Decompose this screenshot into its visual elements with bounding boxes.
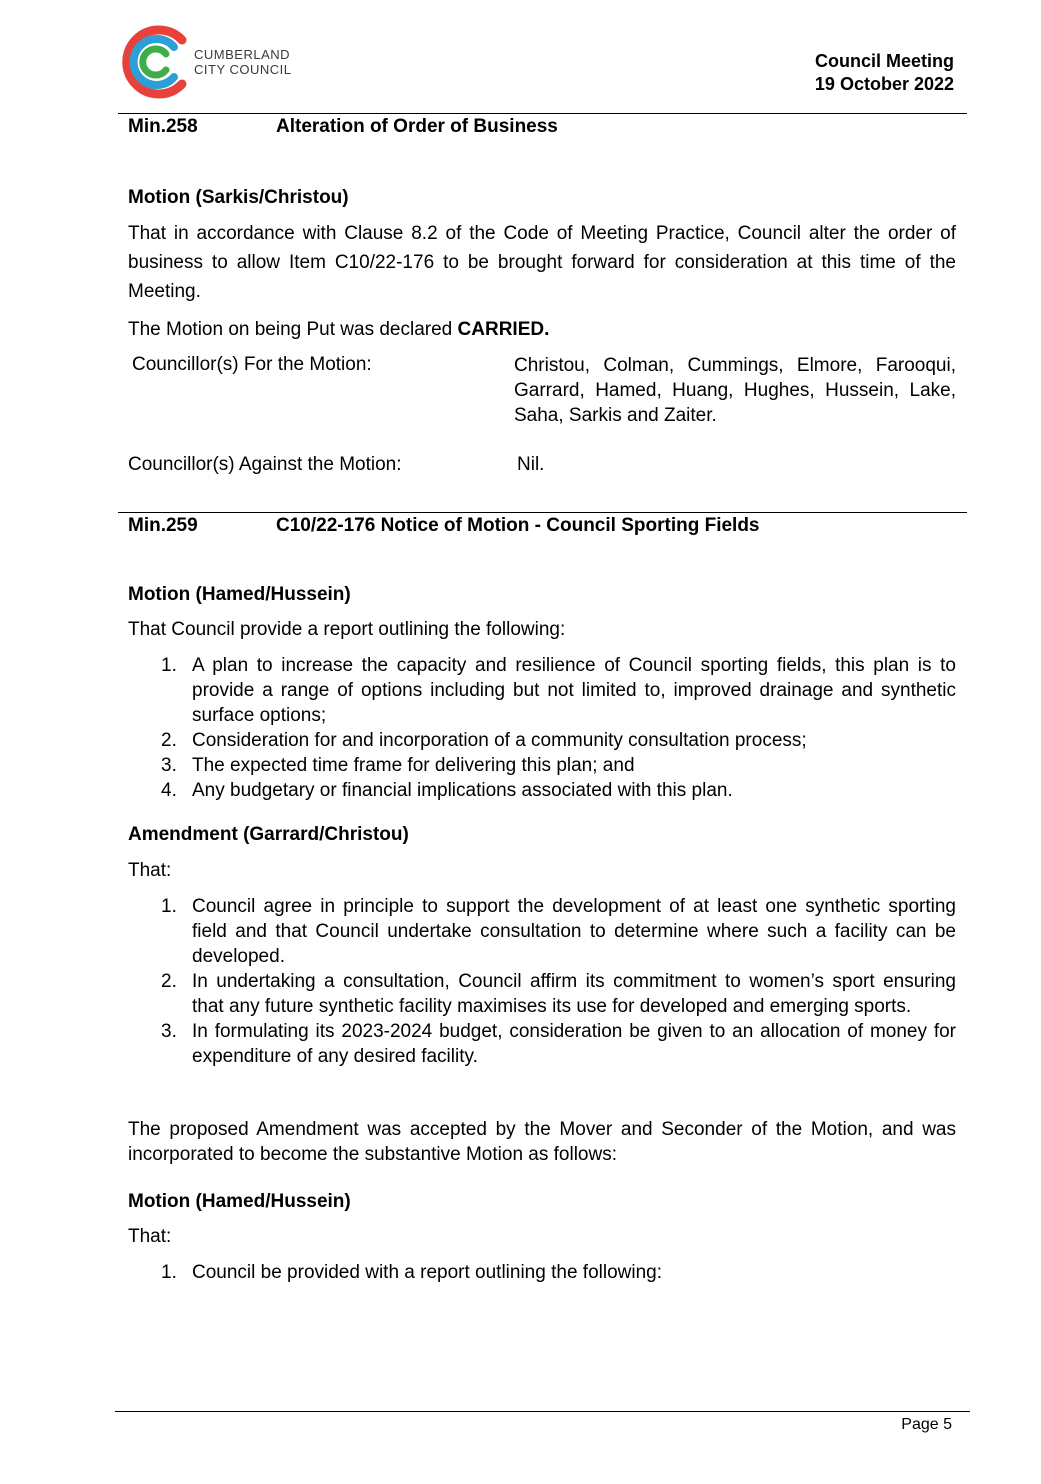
substantive-motion-heading: Motion (Hamed/Hussein) — [128, 1191, 351, 1212]
against-names: Nil. — [517, 454, 545, 475]
council-name — [194, 47, 292, 77]
list-item: 1. Council be provided with a report outlining the following: — [161, 1262, 662, 1283]
list-item: 2. In undertaking a consultation, Council affirm its commitment to women’s sport ensuring that any future synthetic facility maximises its use for developed and emerging sports. — [161, 971, 956, 1017]
meeting-date: 19 October 2022 — [814, 74, 954, 94]
for-names: Christou, Colman, Cummings, Elmore, Farooqui, Garrard, Hamed, Huang, Hughes, Hussein, Lake, Saha, Sarkis and Zaiter. — [514, 355, 956, 426]
amendment-accepted-text: The proposed Amendment was accepted by the Mover and Seconder of the Motion, and was incorporated to become the substantive Motion as follows: — [128, 1119, 956, 1165]
against-label: Councillor(s) Against the Motion: — [128, 454, 402, 475]
motion-text: That in accordance with Clause 8.2 of the Code of Meeting Practice, Council alter the order of business to allow Item C10/22-176 to be brought forward for consideration at this time of the Meeting. — [128, 223, 956, 302]
minute-number: Min.258 — [128, 116, 198, 137]
substantive-motion-intro: That: — [128, 1226, 172, 1247]
minute-title: C10/22-176 Notice of Motion - Council Sporting Fields — [276, 515, 760, 536]
meeting-title: Council Meeting — [815, 51, 954, 71]
list-item: 2. Consideration for and incorporation of a community consultation process; — [161, 730, 807, 751]
list-item: 3. In formulating its 2023-2024 budget, consideration be given to an allocation of money for expenditure of any desired facility. — [161, 1021, 956, 1067]
council-c-logo-icon — [120, 22, 190, 102]
motion-result — [128, 315, 956, 344]
result-prefix: The Motion on being Put was declared — [128, 319, 458, 340]
minute-title: Alteration of Order of Business — [276, 116, 558, 137]
council-name-line2: CITY COUNCIL — [194, 62, 292, 77]
minute-number: Min.259 — [128, 515, 198, 536]
footer-divider — [115, 1411, 970, 1412]
list-item: 3. The expected time frame for delivering this plan; and — [161, 755, 635, 776]
page-number: Page 5 — [901, 1416, 952, 1433]
result-status: CARRIED. — [457, 319, 550, 340]
section-divider — [118, 512, 967, 513]
substantive-motion-list — [128, 1260, 956, 1285]
amendment-list — [128, 894, 956, 1069]
motion-heading: Motion (Hamed/Hussein) — [128, 584, 351, 605]
motion-intro: That Council provide a report outlining the following: — [128, 619, 566, 640]
list-item: 1. Council agree in principle to support the development of at least one synthetic sporting field and that Council undertake consultation to determine where such a facility can be developed. — [161, 896, 956, 967]
amendment-intro: That: — [128, 860, 172, 881]
list-item: 4. Any budgetary or financial implications associated with this plan. — [161, 780, 733, 801]
for-label: Councillor(s) For the Motion: — [132, 354, 372, 375]
council-logo — [120, 22, 320, 102]
section-divider — [118, 113, 967, 114]
motion-heading: Motion (Sarkis/Christou) — [128, 187, 349, 208]
list-item: 1. A plan to increase the capacity and resilience of Council sporting fields, this plan is to provide a range of options including but not limited to, improved drainage and synthetic surface options; — [161, 655, 956, 726]
council-name-line1: CUMBERLAND — [194, 47, 291, 62]
amendment-heading: Amendment (Garrard/Christou) — [128, 824, 409, 845]
motion-list — [128, 653, 956, 803]
meeting-header — [815, 50, 954, 96]
